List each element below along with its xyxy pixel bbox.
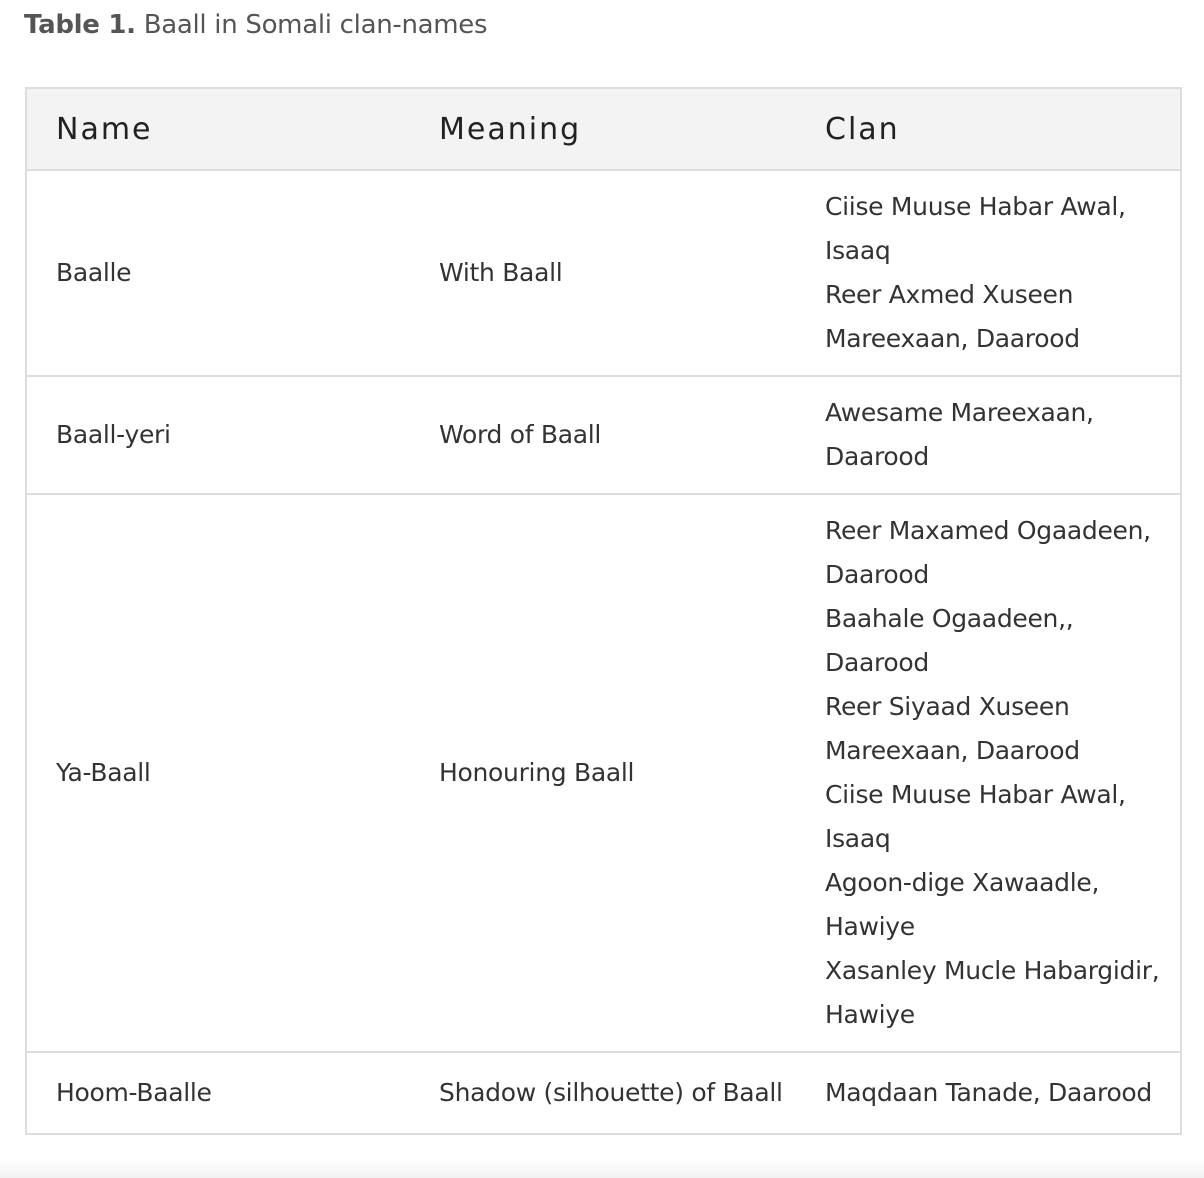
header-clan: Clan [796,89,1180,170]
cell-clan [796,1052,1180,1133]
clan-entry: Ciise Muuse Habar Awal, Isaaq [825,780,1126,853]
cell-name: Baall-yeri [27,376,410,494]
cell-name: Hoom-Baalle [56,1078,212,1107]
clan-names-table [27,89,1180,1133]
header-meaning: Meaning [410,89,796,170]
clan-entry: Reer Axmed Xuseen Mareexaan, Daarood [825,280,1080,353]
clan-entry: Xasanley Mucle Habargidir, Hawiye [825,956,1160,1029]
header-name: Name [27,89,410,170]
bottom-fade [0,1158,1204,1178]
cell-meaning: With Baall [410,170,796,376]
cell-meaning: Honouring Baall [410,494,796,1052]
cell-meaning: Word of Baall [410,376,796,494]
cell-meaning: Shadow (silhouette) of Baall [439,1078,783,1107]
table-caption [24,6,487,44]
clan-entry: Awesame Mareexaan, Daarood [825,398,1094,471]
caption-text: Baall in Somali clan-names [143,10,488,40]
cell-clan [796,494,1180,1052]
clan-entry: Agoon-dige Xawaadle, Hawiye [825,868,1100,941]
clan-entry: Maqdaan Tanade, Daarood [825,1078,1152,1107]
table-row [27,376,1180,494]
cell-clan [796,376,1180,494]
clan-entry: Ciise Muuse Habar Awal, Isaaq [825,192,1126,265]
cell-clan [796,170,1180,376]
table-header-row [27,89,1180,170]
cell-name: Ya-Baall [27,494,410,1052]
clan-entry: Baahale Ogaadeen,, Daarood [825,604,1074,677]
table-row [27,170,1180,376]
table-row [27,1052,1180,1133]
table-row [27,494,1180,1052]
cell-name: Baalle [27,170,410,376]
clan-entry: Reer Maxamed Ogaadeen, Daarood [825,516,1151,589]
caption-label: Table 1. [24,10,136,40]
clan-entry: Reer Siyaad Xuseen Mareexaan, Daarood [825,692,1080,765]
clan-names-table-container [25,87,1182,1135]
